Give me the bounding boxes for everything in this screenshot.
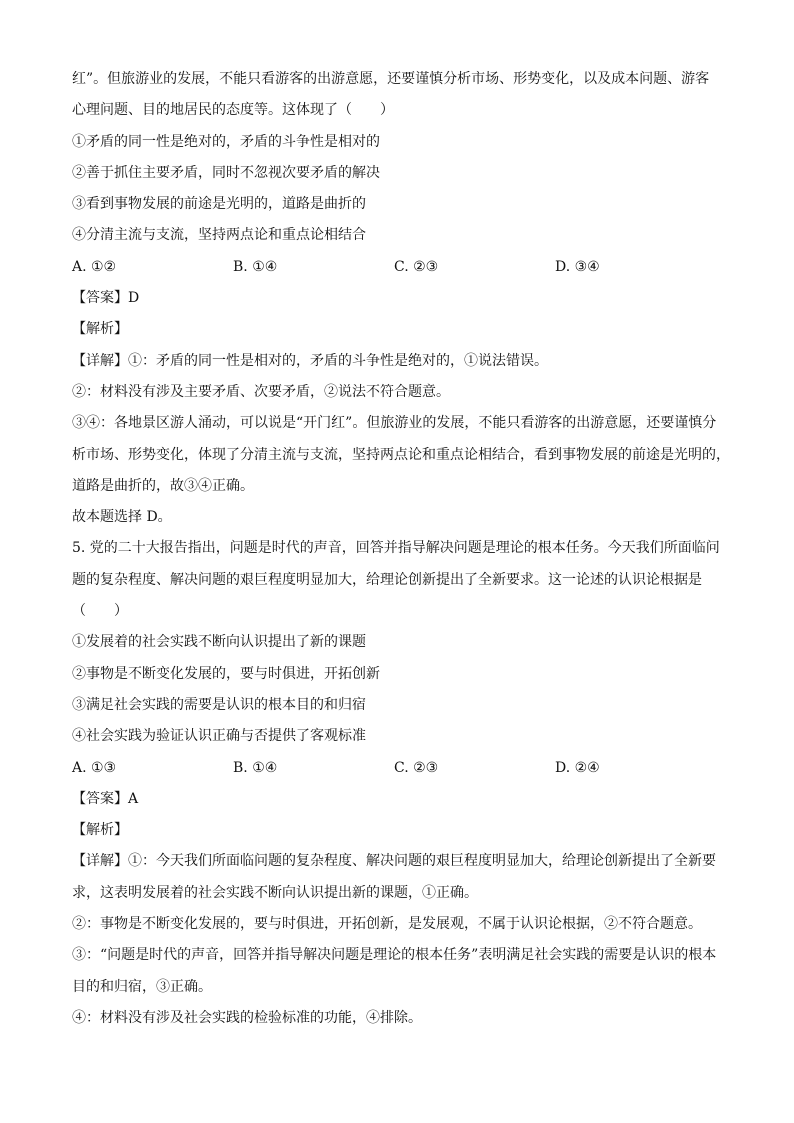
q5-answer: 【答案】A (72, 790, 139, 807)
q4-detail-line: ②：材料没有涉及主要矛盾、次要矛盾，②说法不符合题意。 (72, 383, 450, 400)
q4-analysis-label: 【解析】 (72, 321, 128, 338)
q4-detail-line: 析市场、形势变化，体现了分清主流与支流，坚持两点论和重点论相结合，看到事物发展的前途是光明的， (72, 446, 730, 463)
q4-option-d: D. ③④ (555, 258, 600, 275)
q5-analysis-label: 【解析】 (72, 822, 128, 839)
q4-option-b: B. ①④ (233, 258, 278, 275)
q5-statement: ③满足社会实践的需要是认识的根本目的和归宿 (72, 696, 366, 713)
q5-options (72, 753, 736, 784)
q4-answer: 【答案】D (72, 290, 140, 307)
q4-statement: ①矛盾的同一性是绝对的，矛盾的斗争性是相对的 (72, 133, 380, 150)
q5-option-a: A. ①③ (72, 759, 117, 776)
q5-statement: ①发展着的社会实践不断向认识提出了新的课题 (72, 634, 366, 651)
q4-statement: ③看到事物发展的前途是光明的，道路是曲折的 (72, 196, 366, 213)
q4-stem-line: 红”。但旅游业的发展，不能只看游客的出游意愿，还要谨慎分析市场、形势变化，以及成本问题、游客 (72, 71, 710, 87)
q4-detail-line: 【详解】①：矛盾的同一性是相对的，矛盾的斗争性是绝对的，①说法错误。 (72, 352, 548, 369)
q5-detail-line: ②：事物是不断变化发展的，要与时俱进，开拓创新，是发展观，不属于认识论根据，②不符合题意。 (72, 916, 702, 933)
q4-detail-line: 道路是曲折的，故③④正确。 (72, 477, 254, 494)
q4-options (72, 252, 736, 283)
q5-detail-line: ③：“问题是时代的声音，回答并指导解决问题是理论的根本任务”表明满足社会实践的需要是认识的根本 (72, 947, 717, 964)
document-page (72, 64, 736, 1034)
q5-detail-line: 目的和归宿，③正确。 (72, 978, 212, 995)
q4-conclusion: 故本题选择 D。 (72, 509, 172, 526)
q5-stem-line: 5. 党的二十大报告指出，问题是时代的声音，回答并指导解决问题是理论的根本任务。今天我们所面临问 (72, 540, 720, 557)
q5-option-d: D. ②④ (555, 759, 600, 776)
q5-stem-line: （ ） (72, 603, 128, 620)
q5-detail-line: 【详解】①：今天我们所面临问题的复杂程度、解决问题的艰巨程度明显加大，给理论创新提出了全新要 (72, 853, 716, 870)
q4-statement: ④分清主流与支流，坚持两点论和重点论相结合 (72, 227, 366, 244)
q4-option-c: C. ②③ (394, 258, 439, 275)
q4-statement: ②善于抓住主要矛盾，同时不忽视次要矛盾的解决 (72, 164, 380, 181)
q4-detail-line: ③④：各地景区游人涌动，可以说是“开门红”。但旅游业的发展，不能只看游客的出游意愿，还要谨慎分 (72, 415, 717, 432)
q5-detail-line: ④：材料没有涉及社会实践的检验标准的功能，④排除。 (72, 1009, 422, 1026)
q5-statement: ④社会实践为验证认识正确与否提供了客观标准 (72, 728, 366, 745)
q5-stem-line: 题的复杂程度、解决问题的艰巨程度明显加大，给理论创新提出了全新要求。这一论述的认识论根据是 (72, 571, 702, 588)
q5-detail-line: 求，这表明发展着的社会实践不断向认识提出新的课题，①正确。 (72, 884, 478, 901)
q4-option-a: A. ①② (72, 258, 117, 275)
q5-option-c: C. ②③ (394, 759, 439, 776)
q5-option-b: B. ①④ (233, 759, 278, 776)
q5-statement: ②事物是不断变化发展的，要与时俱进，开拓创新 (72, 665, 380, 682)
q4-stem-line: 心理问题、目的地居民的态度等。这体现了（ ） (72, 102, 394, 119)
